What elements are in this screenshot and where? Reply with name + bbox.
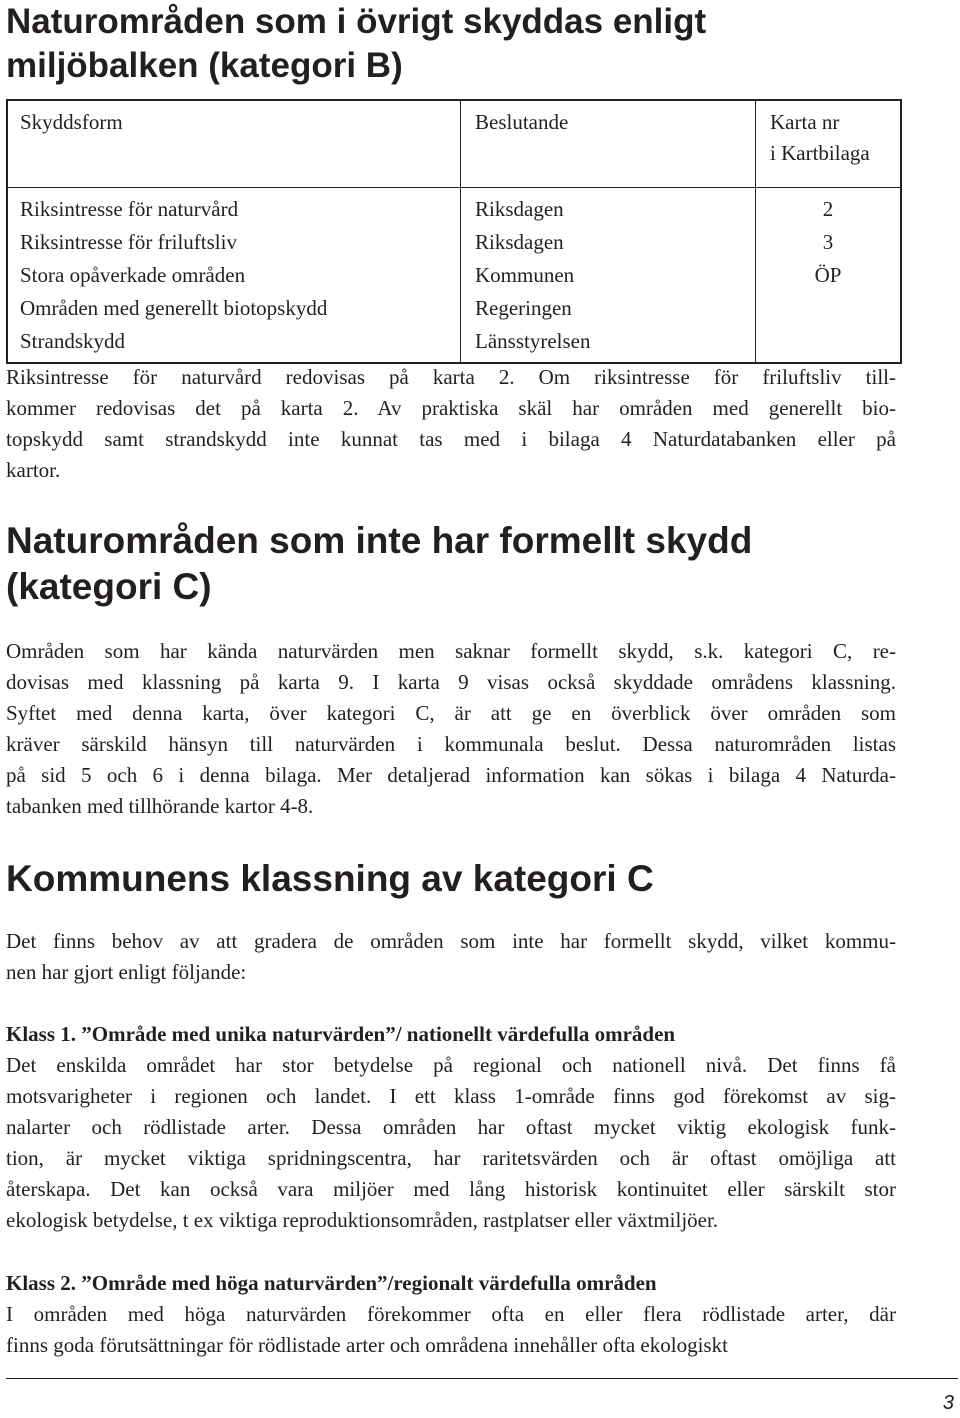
heading-line: Naturområden som i övrigt skyddas enligt <box>6 2 707 41</box>
klass-1-title: Klass 1. ”Område med unika naturvärden”/ nationellt värdefulla områden <box>6 1022 676 1046</box>
text-line: Det enskilda området har stor betydelse på regional och nationell nivå. Det finns få <box>6 1053 896 1077</box>
text-line: I områden med höga naturvärden förekommer ofta en eller flera rödlistade arter, där <box>6 1302 896 1326</box>
cell-skyddsform: Riksintresse för friluftsliv <box>20 230 237 254</box>
cell-beslutande: Riksdagen <box>461 188 756 227</box>
table-row <box>7 325 901 363</box>
text-line: återskapa. Det kan också vara miljöer med lång historisk kontinuitet eller särskilt stor <box>6 1177 896 1201</box>
cell-karta <box>756 325 902 363</box>
col-header-karta <box>756 100 902 188</box>
cell-karta: 2 <box>756 188 902 227</box>
text-line: finns goda förutsättningar för rödlistade arter och områdena innehåller ofta ekologiskt <box>6 1333 728 1357</box>
col-header-beslutande: Beslutande <box>461 100 756 188</box>
col-header-skyddsform: Skyddsform <box>7 100 461 188</box>
cell-skyddsform: Områden med generellt biotopskydd <box>20 296 328 320</box>
paragraph-category-b <box>6 362 896 486</box>
table-header-row <box>7 100 901 188</box>
heading-line: Naturområden som inte har formellt skydd <box>6 520 753 561</box>
table-row <box>7 259 901 292</box>
text-line: tion, är mycket viktiga spridningscentra, har raritetsvärden och är oftast omöjliga att <box>6 1146 896 1170</box>
cell-beslutande: Länsstyrelsen <box>461 325 756 363</box>
section-klass-1 <box>6 1019 896 1236</box>
heading-category-c <box>6 518 752 610</box>
text-line: Syftet med denna karta, över kategori C, är att ge en överblick över områden som <box>6 701 896 725</box>
cell-beslutande: Riksdagen <box>461 226 756 259</box>
cell-skyddsform: Riksintresse för naturvård <box>20 197 239 221</box>
cell-beslutande: Regeringen <box>461 292 756 325</box>
text-line: motsvarigheter i regionen och landet. I ett klass 1-område finns god förekomst av sig- <box>6 1084 896 1108</box>
text-line: Riksintresse för naturvård redovisas på karta 2. Om riksintresse för friluftsliv till- <box>6 365 896 389</box>
section-klass-2 <box>6 1268 896 1361</box>
col-header-karta-line1: Karta nr <box>770 110 840 134</box>
cell-karta <box>756 292 902 325</box>
text-line: dovisas med klassning på karta 9. I karta 9 visas också skyddade områdens klassning. <box>6 670 896 694</box>
col-header-karta-line2: i Kartbilaga <box>770 141 870 165</box>
text-line: kommer redovisas det på karta 2. Av praktiska skäl har områden med generellt bio- <box>6 396 896 420</box>
cell-beslutande: Kommunen <box>461 259 756 292</box>
text-line: på sid 5 och 6 i denna bilaga. Mer detaljerad information kan sökas i bilaga 4 Naturda- <box>6 763 896 787</box>
text-line: tabanken med tillhörande kartor 4-8. <box>6 794 314 818</box>
paragraph-klassning-intro <box>6 926 896 988</box>
text-line: kräver särskild hänsyn till naturvärden i kommunala beslut. Dessa naturområden listas <box>6 732 896 756</box>
heading-category-b <box>6 0 706 88</box>
footer-divider <box>6 1378 958 1379</box>
heading-line: (kategori C) <box>6 566 212 607</box>
text-line: Områden som har kända naturvärden men saknar formellt skydd, s.k. kategori C, re- <box>6 639 896 663</box>
cell-skyddsform: Strandskydd <box>20 329 125 353</box>
text-line: kartor. <box>6 458 61 482</box>
protection-table <box>6 99 902 364</box>
text-line: nen har gjort enligt följande: <box>6 960 247 984</box>
page-number: 3 <box>942 1392 954 1414</box>
klass-2-title: Klass 2. ”Område med höga naturvärden”/regionalt värdefulla områden <box>6 1271 657 1295</box>
table-row <box>7 226 901 259</box>
table-row <box>7 188 901 227</box>
text-line: ekologisk betydelse, t ex viktiga reproduktionsområden, rastplatser eller växtmiljöer. <box>6 1208 719 1232</box>
text-line: topskydd samt strandskydd inte kunnat tas med i bilaga 4 Naturdatabanken eller på <box>6 427 896 451</box>
text-line: nalarter och rödlistade arter. Dessa områden har oftast mycket viktig ekologisk funk- <box>6 1115 896 1139</box>
heading-klassning: Kommunens klassning av kategori C <box>6 858 654 899</box>
cell-karta: 3 <box>756 226 902 259</box>
cell-karta: ÖP <box>756 259 902 292</box>
heading-line: miljöbalken (kategori B) <box>6 46 403 85</box>
table-row <box>7 292 901 325</box>
paragraph-category-c <box>6 636 896 822</box>
cell-skyddsform: Stora opåverkade områden <box>20 263 246 287</box>
text-line: Det finns behov av att gradera de områden som inte har formellt skydd, vilket kommu- <box>6 929 896 953</box>
